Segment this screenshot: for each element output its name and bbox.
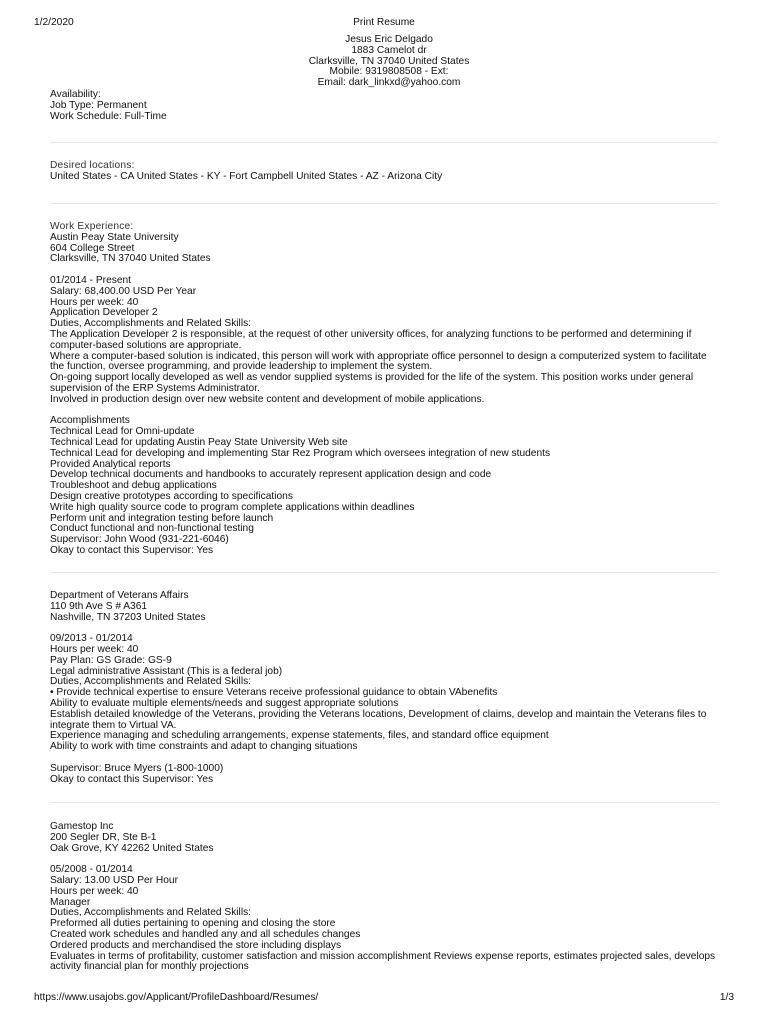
accomplishment-item: Troubleshoot and debug applications xyxy=(50,480,217,492)
duty-line: Where a computer-based solution is indicated, this person will work with appropriate office personnel to design a computerized system to facilitate the function, oversee programming, and provide leadership to implement the system. xyxy=(50,350,707,373)
print-footer xyxy=(0,993,768,1005)
job-title: Application Developer 2 xyxy=(50,307,158,319)
experience-heading: Work Experience: xyxy=(50,221,134,232)
contact-block xyxy=(0,35,768,89)
accomplishment-item: Technical Lead for updating Austin Peay State University Web site xyxy=(50,436,348,448)
job-title: Manager xyxy=(50,896,91,908)
print-header xyxy=(0,18,768,30)
job-hours: Hours per week: 40 xyxy=(50,296,139,308)
job-salary: Salary: 13.00 USD Per Hour xyxy=(50,874,178,886)
accomplishment-item: Develop technical documents and handbooks to accurately represent application design and code xyxy=(50,469,492,481)
job-entry-3 xyxy=(50,822,720,973)
print-title: Print Resume xyxy=(353,17,415,28)
page-url: https://www.usajobs.gov/Applicant/ProfileDashboard/Resumes/ xyxy=(34,992,319,1003)
employer-city: Oak Grove, KY 42262 United States xyxy=(50,842,214,854)
duty-line: On-going support locally developed as well as vendor supplied systems is provided for the life of the system. This position works under general supervision of the ERP Systems Administrator. xyxy=(50,372,694,394)
job-dates: 01/2014 - Present xyxy=(50,274,131,286)
job-dates: 05/2008 - 01/2014 xyxy=(50,864,133,876)
job-entry-1 xyxy=(50,222,720,557)
job-title: Legal administrative Assistant (This is a federal job) xyxy=(50,665,283,677)
job-pay-plan: Pay Plan: GS Grade: GS-9 xyxy=(50,654,172,666)
accomplishment-item: Design creative prototypes according to specifications xyxy=(50,490,293,502)
employer-street: 110 9th Ave S # A361 xyxy=(50,600,148,612)
supervisor: Supervisor: Bruce Myers (1-800-1000) xyxy=(50,762,224,774)
availability-section xyxy=(50,90,720,122)
employer-street: 200 Segler DR, Ste B-1 xyxy=(50,831,157,843)
availability-heading: Availability: xyxy=(50,89,101,100)
employer-name: Austin Peay State University xyxy=(50,231,179,243)
accomplishment-item: Write high quality source code to program complete applications within deadlines xyxy=(50,501,415,513)
accomplishment-item: Technical Lead for Omni-update xyxy=(50,426,195,438)
applicant-name: Jesus Eric Delgado xyxy=(345,34,433,45)
section-divider xyxy=(50,142,718,143)
employer-city: Clarksville, TN 37040 United States xyxy=(50,253,211,265)
page-number: 1/3 xyxy=(719,992,734,1003)
duty-line: Evaluates in terms of profitability, customer satisfaction and mission accomplishment Reviews expense reports, estimates projected sales, develops activity financial plan for monthly projections xyxy=(50,950,716,973)
contact-permission: Okay to contact this Supervisor: Yes xyxy=(50,544,214,556)
employer-city: Nashville, TN 37203 United States xyxy=(50,611,206,623)
job-hours: Hours per week: 40 xyxy=(50,885,139,897)
duty-line: The Application Developer 2 is responsible, at the request of other university offices, for analyzing functions to be performed and determining if computer-based solutions are appropriate. xyxy=(50,328,692,351)
duty-line: Ability to work with time constraints and adapt to changing situations xyxy=(50,741,358,753)
duty-line: Involved in production design over new website content and development of mobile applications. xyxy=(50,393,485,405)
accomplishment-item: Provided Analytical reports xyxy=(50,458,171,470)
print-date: 1/2/2020 xyxy=(34,17,74,28)
duties-heading: Duties, Accomplishments and Related Skills: xyxy=(50,907,252,919)
duty-line: Preformed all duties pertaining to opening and closing the store xyxy=(50,918,336,930)
employer-name: Department of Veterans Affairs xyxy=(50,590,189,601)
duty-line: Created work schedules and handled any and all schedules changes xyxy=(50,928,361,940)
contact-mobile: Mobile: 9319808508 - Ext: xyxy=(329,66,449,78)
contact-city: Clarksville, TN 37040 United States xyxy=(308,55,470,67)
work-schedule: Work Schedule: Full-Time xyxy=(50,110,167,122)
duty-line: Ability to evaluate multiple elements/needs and suggest appropriate solutions xyxy=(50,697,399,709)
job-hours: Hours per week: 40 xyxy=(50,643,139,655)
employer-name: Gamestop Inc xyxy=(50,821,114,832)
job-dates: 09/2013 - 01/2014 xyxy=(50,633,133,645)
accomplishment-item: Conduct functional and non-functional testing xyxy=(50,523,254,535)
accomplishment-item: Technical Lead for developing and implementing Star Rez Program which oversees integration of new students xyxy=(50,447,551,459)
section-divider xyxy=(50,572,718,573)
duty-line: • Provide technical expertise to ensure Veterans receive professional guidance to obtain VAbenefits xyxy=(50,687,498,699)
section-divider xyxy=(50,802,718,803)
contact-street: 1883 Camelot dr xyxy=(351,44,427,56)
job-type: Job Type: Permanent xyxy=(50,99,147,111)
duties-heading: Duties, Accomplishments and Related Skills: xyxy=(50,318,252,330)
locations-list: United States - CA United States - KY - Fort Campbell United States - AZ - Arizona City xyxy=(50,170,443,182)
duties-heading: Duties, Accomplishments and Related Skills: xyxy=(50,676,252,688)
accomplishment-item: Perform unit and integration testing before launch xyxy=(50,512,274,524)
contact-email: Email: dark_linkxd@yahoo.com xyxy=(317,77,461,89)
employer-street: 604 College Street xyxy=(50,242,135,254)
supervisor: Supervisor: John Wood (931-221-6046) xyxy=(50,534,229,546)
contact-permission: Okay to contact this Supervisor: Yes xyxy=(50,773,214,785)
locations-section xyxy=(50,161,720,183)
locations-heading: Desired locations: xyxy=(50,160,135,171)
job-salary: Salary: 68,400.00 USD Per Year xyxy=(50,285,197,297)
duty-line: Ordered products and merchandised the store including displays xyxy=(50,939,342,951)
duty-line: Experience managing and scheduling arrangements, expense statements, files, and standard office equipment xyxy=(50,730,549,742)
accomplishments-heading: Accomplishments xyxy=(50,415,130,427)
duty-line: Establish detailed knowledge of the Veterans, providing the Veterans locations, Development of claims, develop and maintain the Veterans files to integrate them to Virtual VA. xyxy=(50,708,707,731)
section-divider xyxy=(50,203,718,204)
job-entry-2 xyxy=(50,591,720,785)
